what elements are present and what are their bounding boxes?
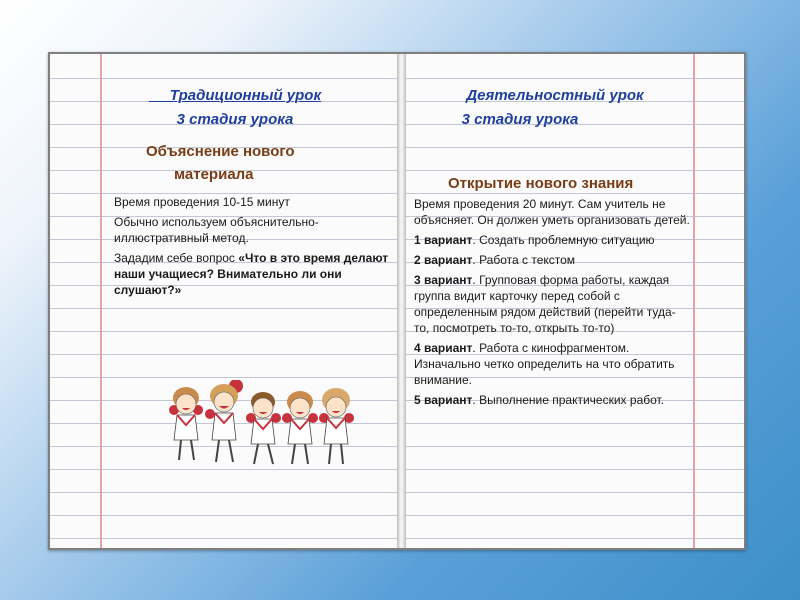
right-margin-line <box>693 54 695 548</box>
right-subtitle: Открытие нового знания <box>448 175 634 192</box>
right-time: Время проведения 20 минут. Сам учитель не объясняет. Он должен уметь организовать детей. <box>414 197 690 227</box>
variant-3 <box>414 272 690 336</box>
variant-2-text: . Работа с текстом <box>472 253 576 267</box>
left-method: Обычно используем объяснительно-иллюстративный метод. <box>114 215 319 245</box>
variant-1-text: . Создать проблемную ситуацию <box>472 233 655 247</box>
right-title: Деятельностный урок <box>466 87 644 104</box>
variant-4-text: . Работа с кинофрагментом. Изначально четко определить на что обратить внимание. <box>414 341 675 387</box>
left-title: Традиционный урок <box>169 87 322 104</box>
variant-5-text: . Выполнение практических работ. <box>472 393 665 407</box>
left-body <box>114 194 390 302</box>
left-question-prefix: Зададим себе вопрос <box>114 251 239 265</box>
variant-1-label: 1 вариант <box>414 233 473 247</box>
left-subtitle-line1: Объяснение нового <box>146 143 295 160</box>
variant-2-label: 2 вариант <box>414 253 473 267</box>
notebook-spine <box>397 54 406 548</box>
variant-5 <box>414 392 690 408</box>
variant-4 <box>414 340 690 388</box>
right-body <box>414 196 690 412</box>
variant-2 <box>414 252 690 268</box>
left-stage: 3 стадия урока <box>176 111 294 128</box>
variant-3-text: . Групповая форма работы, каждая группа видит карточку перед собой с определенным рядом действий (перейти туда-то, посмотреть то-то, открыть то-то) <box>414 273 676 335</box>
variant-3-label: 3 вариант <box>414 273 473 287</box>
left-question-paragraph <box>114 250 390 298</box>
left-subtitle-line2: материала <box>174 166 254 183</box>
variant-5-label: 5 вариант <box>414 393 473 407</box>
variant-4-label: 4 вариант <box>414 341 473 355</box>
cheerleaders-illustration <box>150 380 360 472</box>
right-stage: 3 стадия урока <box>461 111 579 128</box>
left-question: «Что в это время делают наши учащиеся? Внимательно ли они слушают?» <box>114 251 389 297</box>
left-margin-line <box>100 54 102 548</box>
notebook-spread <box>48 52 746 550</box>
variant-1 <box>414 232 690 248</box>
left-time: Время проведения 10-15 минут <box>114 195 290 209</box>
